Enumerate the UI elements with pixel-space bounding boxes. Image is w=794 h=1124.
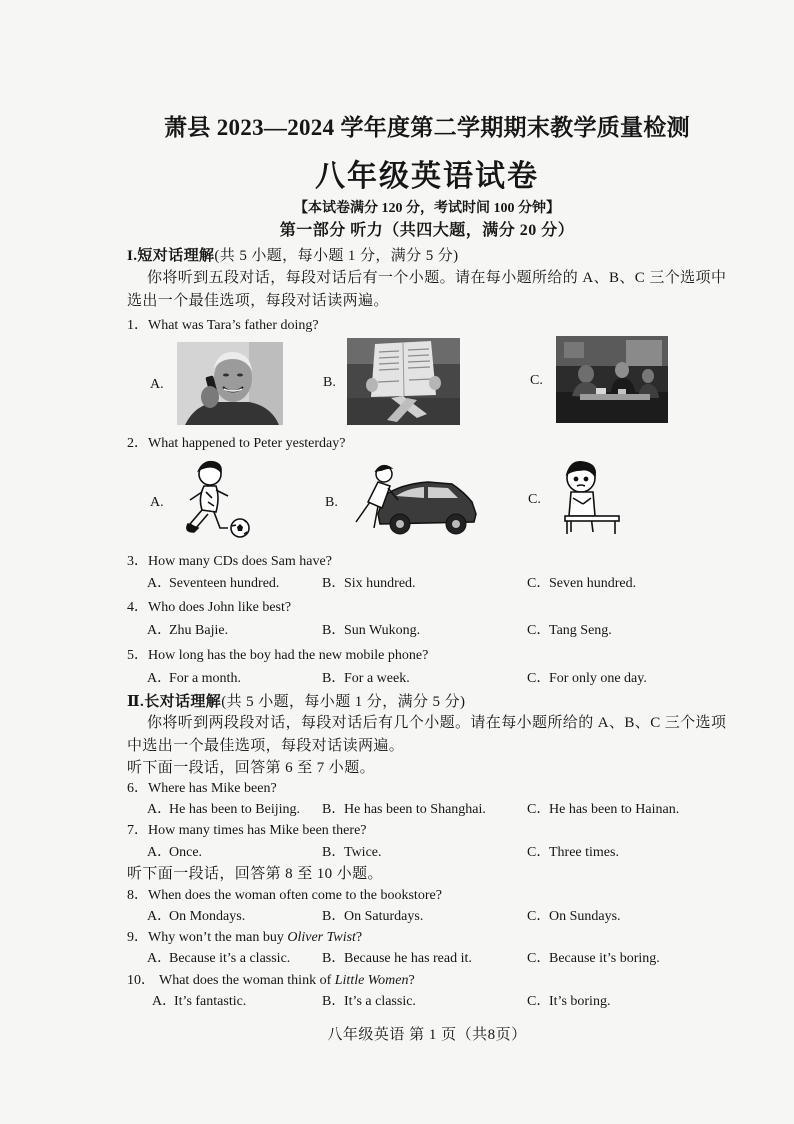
- question-text: What was Tara’s father doing?: [148, 318, 319, 333]
- question-text: How long has the boy had the new mobile phone?: [148, 648, 429, 663]
- question-number: 2．: [127, 436, 148, 451]
- question-text: When does the woman often come to the bookstore?: [148, 888, 442, 903]
- option-a: A．He has been to Beijing.: [147, 802, 301, 817]
- question-number: 5．: [127, 648, 148, 663]
- question-6: [127, 780, 277, 798]
- question-number: 8．: [127, 888, 148, 903]
- option-a: A．Zhu Bajie.: [147, 623, 229, 638]
- question-4: [127, 599, 291, 617]
- option-c: C．For only one day.: [527, 671, 647, 686]
- q1-picture-b-reading-newspaper-photo: [347, 338, 460, 425]
- option-b: B．On Saturdays.: [322, 909, 424, 924]
- section1-heading-title: I.短对话理解: [127, 248, 215, 264]
- option-c: C．Because it’s boring.: [527, 951, 660, 966]
- q2-picture-c-boy-sitting-sad-drawing: [553, 458, 628, 542]
- q2-picture-b-boy-hit-by-car-drawing: [348, 462, 480, 538]
- option-b: B．Six hundred.: [322, 576, 416, 591]
- section1-instruction-line: 你将听到五段对话，每段对话后有一个小题。请在每小题所给的 A、B、C 三个选项中: [147, 270, 727, 286]
- question-5: [127, 647, 428, 665]
- group-intro: 听下面一段话，回答第 8 至 10 小题。: [127, 866, 383, 882]
- option-c: C．Three times.: [527, 845, 619, 860]
- q1-picture-a-man-on-phone-photo: [177, 342, 283, 425]
- option-c: C．It’s boring.: [527, 994, 611, 1009]
- part-heading: 第一部分 听力（共四大题，满分 20 分）: [279, 222, 575, 239]
- question-3: [127, 553, 332, 571]
- question-10: [127, 972, 415, 990]
- option-c: C．On Sundays.: [527, 909, 621, 924]
- question-end: ?: [408, 973, 415, 988]
- question-text: What does the woman think of: [159, 973, 335, 988]
- exam-subtitle: 八年级英语试卷: [315, 160, 539, 193]
- question-text: How many CDs does Sam have?: [148, 554, 332, 569]
- q2-picture-a-boy-playing-football-drawing: [176, 458, 254, 542]
- page-footer: 八年级英语 第 1 页（共8页）: [327, 1027, 527, 1043]
- question-3-options: [0, 575, 794, 593]
- question-4-options: [0, 622, 794, 640]
- option-b: B．Sun Wukong.: [322, 623, 421, 638]
- option-b: B．He has been to Shanghai.: [322, 802, 486, 817]
- question-2: [127, 435, 345, 453]
- section2-instruction-line: 中选出一个最佳选项，每段对话读两遍。: [127, 738, 405, 754]
- option-b: B．Because he has read it.: [322, 951, 472, 966]
- section1-heading-detail: (共 5 小题，每小题 1 分，满分 5 分): [214, 248, 459, 264]
- group-intro: 听下面一段话，回答第 6 至 7 小题。: [127, 760, 376, 776]
- question-number: 1．: [127, 318, 148, 333]
- option-c: C．Tang Seng.: [527, 623, 612, 638]
- question-7-options: [0, 844, 794, 862]
- question-7: [127, 822, 367, 840]
- question-6-options: [0, 801, 794, 819]
- exam-note: 【本试卷满分 120 分，考试时间 100 分钟】: [294, 201, 560, 216]
- option-c: C．He has been to Hainan.: [527, 802, 680, 817]
- option-a: A．Because it’s a classic.: [147, 951, 291, 966]
- section2-heading: [127, 693, 465, 711]
- q2-label-a: A.: [150, 495, 164, 510]
- question-number: 7．: [127, 823, 148, 838]
- option-b: B．It’s a classic.: [322, 994, 416, 1009]
- question-10-options: [0, 993, 794, 1011]
- book-title: Oliver Twist: [287, 930, 356, 945]
- section2-instruction-line: 你将听到两段段对话，每段对话后有几个小题。请在每小题所给的 A、B、C 三个选项: [147, 715, 727, 731]
- section1-instruction-line: 选出一个最佳选项，每段对话读两遍。: [127, 293, 389, 309]
- question-number: 6．: [127, 781, 148, 796]
- section2-heading-detail: (共 5 小题，每小题 1 分，满分 5 分): [221, 694, 466, 710]
- question-9: [127, 929, 362, 947]
- question-8-options: [0, 908, 794, 926]
- option-a: A．Once.: [147, 845, 203, 860]
- option-a: A．It’s fantastic.: [152, 994, 247, 1009]
- question-end: ?: [355, 930, 363, 945]
- option-a: A．Seventeen hundred.: [147, 576, 280, 591]
- option-c: C．Seven hundred.: [527, 576, 637, 591]
- question-number: 10．: [127, 973, 155, 988]
- option-b: B．For a week.: [322, 671, 410, 686]
- question-1: [127, 317, 319, 335]
- question-number: 3．: [127, 554, 148, 569]
- question-text: Why won’t the man buy: [148, 930, 288, 945]
- q1-label-a: A.: [150, 377, 164, 392]
- option-b: B．Twice.: [322, 845, 382, 860]
- q2-label-c: C.: [528, 492, 541, 507]
- question-8: [127, 887, 442, 905]
- exam-title: 萧县 2023—2024 学年度第二学期期末教学质量检测: [164, 115, 690, 140]
- book-title: Little Women: [334, 973, 409, 988]
- q1-picture-c-people-indoors-photo: [556, 336, 668, 423]
- section1-heading: [127, 247, 459, 265]
- q1-label-b: B.: [323, 375, 336, 390]
- question-text: Who does John like best?: [148, 600, 292, 615]
- q2-label-b: B.: [325, 495, 338, 510]
- question-number: 9．: [127, 930, 148, 945]
- question-9-options: [0, 950, 794, 968]
- question-5-options: [0, 670, 794, 688]
- section2-heading-title: Ⅱ.长对话理解: [127, 694, 222, 710]
- question-number: 4．: [127, 600, 148, 615]
- question-text: Where has Mike been?: [148, 781, 277, 796]
- question-text: How many times has Mike been there?: [148, 823, 367, 838]
- option-a: A．For a month.: [147, 671, 241, 686]
- question-text: What happened to Peter yesterday?: [148, 436, 346, 451]
- option-a: A．On Mondays.: [147, 909, 246, 924]
- q1-label-c: C.: [530, 373, 543, 388]
